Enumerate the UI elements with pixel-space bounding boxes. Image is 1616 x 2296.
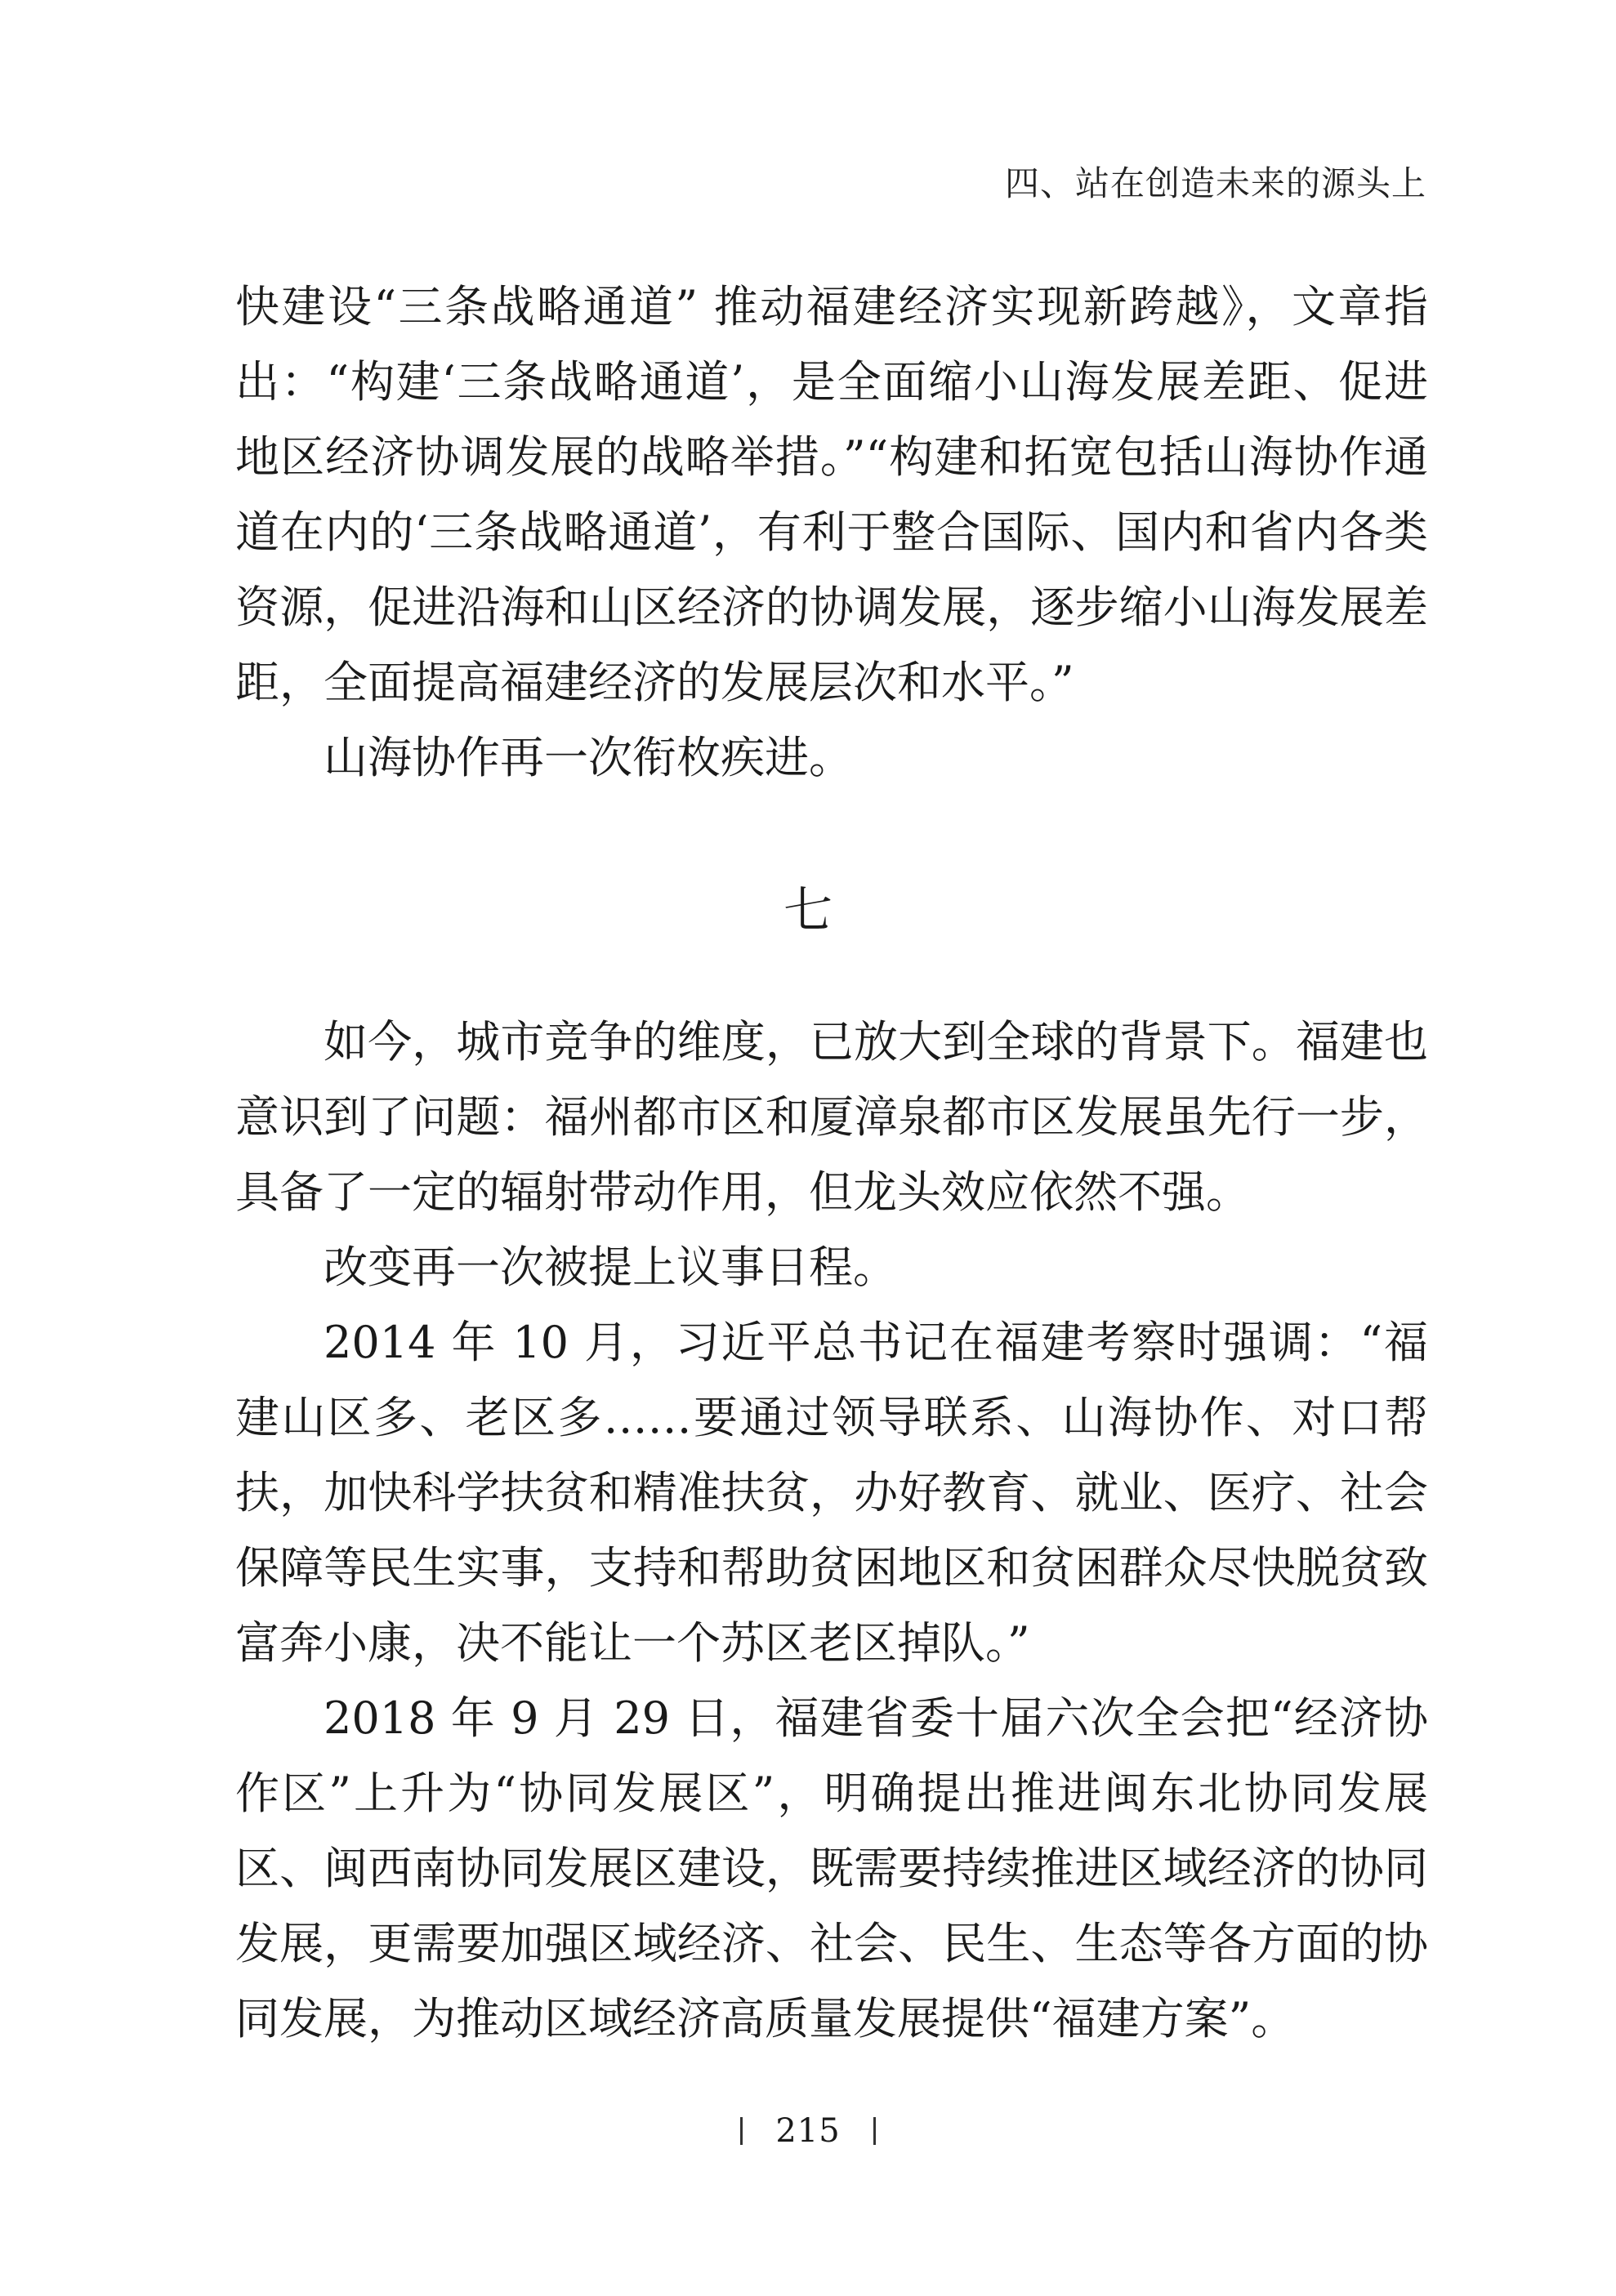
footer-divider-right — [873, 2117, 876, 2145]
paragraph: 改变再一次被提上议事日程。 — [324, 1242, 897, 1293]
paragraph: 2018 年 9 月 29 日，福建省委十届六次全会把“经济协作区”上升为“协同发展区”，明确提出推进闽东北协同发展区、闽西南协同发展区建设，既需要持续推进区域经济的协同发展，更需要加强区域经济、社会、民生、生态等各方面的协同发展，为推动区域经济高质量发展提供“福建方案”。 — [235, 1692, 1428, 2044]
section-heading: 七 — [783, 882, 833, 939]
text-block-bottom — [235, 1005, 1428, 2057]
paragraph-continued: 快建设“三条战略通道” 推动福建经济实现新跨越》，文章指出：“构建‘三条战略通道’，是全面缩小山海发展差距、促进地区经济协调发展的战略举措。”“构建和拓宽包括山海协作通道在内的‘三条战略通道’，有利于整合国际、国内和省内各类资源，促进沿海和山区经济的协调发展，逐步缩小山海发展差距，全面提高福建经济的发展层次和水平。” — [235, 281, 1428, 708]
footer-divider-left — [740, 2117, 743, 2145]
page-footer — [0, 2104, 1616, 2156]
paragraph: 如今，城市竞争的维度，已放大到全球的背景下。福建也意识到了问题：福州都市区和厦漳泉都市区发展虽先行一步，具备了一定的辐射带动作用，但龙头效应依然不强。 — [235, 1016, 1428, 1218]
paragraph: 2014 年 10 月，习近平总书记在福建考察时强调：“福建山区多、老区多……要通过领导联系、山海协作、对口帮扶，加快科学扶贫和精准扶贫，办好教育、就业、医疗、社会保障等民生实事，支持和帮助贫困地区和贫困群众尽快脱贫致富奔小康，决不能让一个苏区老区掉队。” — [235, 1317, 1428, 1669]
paragraph: 山海协作再一次衔枚疾进。 — [324, 732, 853, 783]
text-block-top — [235, 270, 1428, 796]
running-header: 四、站在创造未来的源头上 — [1004, 163, 1426, 203]
page-number: 215 — [775, 2112, 841, 2150]
